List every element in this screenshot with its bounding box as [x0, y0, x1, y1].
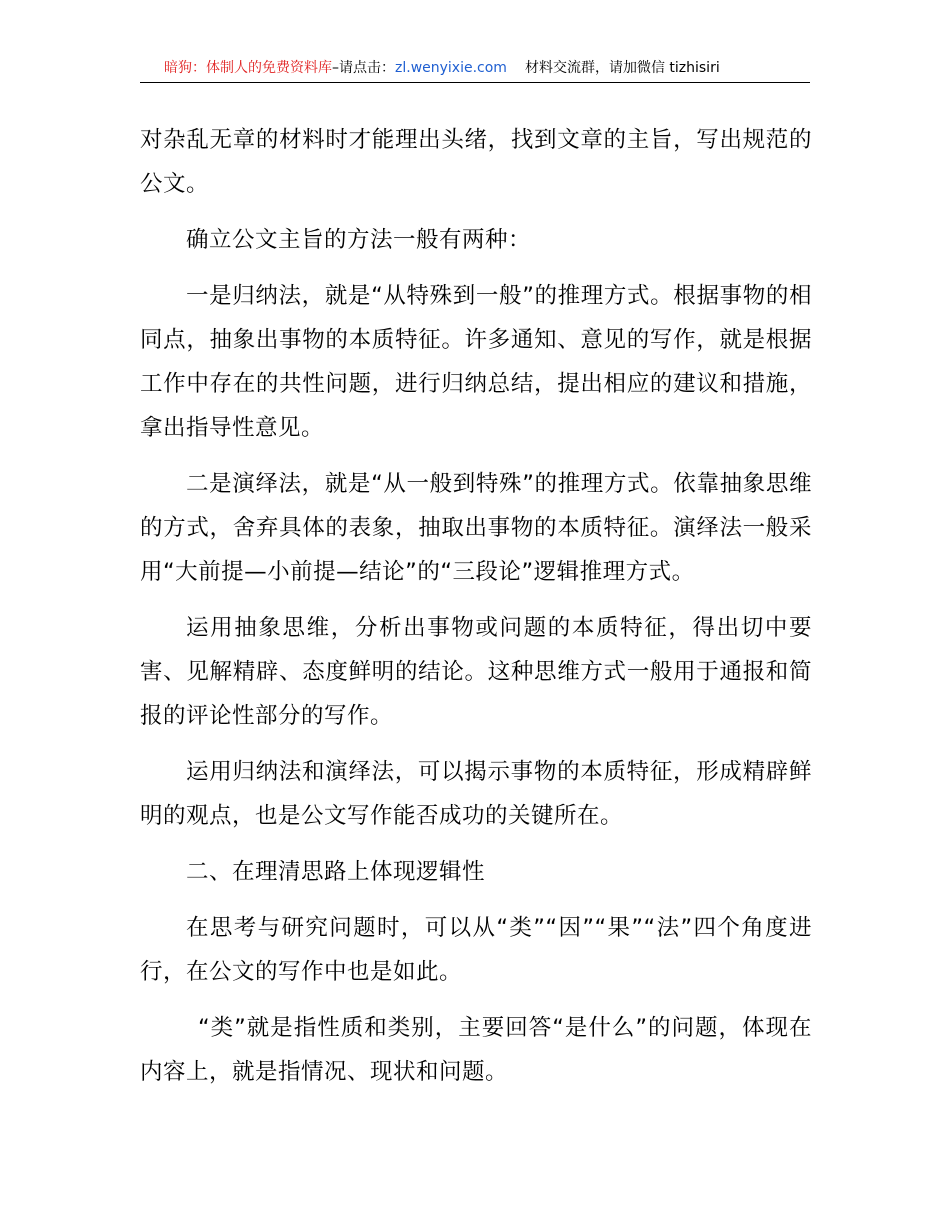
- paragraph-summary: 运用归纳法和演绎法，可以揭示事物的本质特征，形成精辟鲜明的观点，也是公文写作能否成功的关键所在。: [140, 759, 812, 829]
- paragraph-deduction: 二是演绎法，就是“从一般到特殊”的推理方式。依靠抽象思维的方式，舍弃具体的表象，抽取出事物的本质特征。演绎法一般采用“大前提—小前提—结论”的“三段论”逻辑推理方式。: [140, 471, 812, 585]
- paragraph-abstract-thinking: 运用抽象思维，分析出事物或问题的本质特征，得出切中要害、见解精辟、态度鲜明的结论。这种思维方式一般用于通报和简报的评论性部分的写作。: [140, 615, 812, 729]
- header-group-note: 材料交流群，请加微信 tizhisiri: [524, 60, 720, 76]
- page-header: [140, 58, 810, 83]
- header-url-link[interactable]: zl.wenyixie.com: [395, 60, 507, 76]
- paragraph-continuation: 对杂乱无章的材料时才能理出头绪，找到文章的主旨，写出规范的公文。: [140, 127, 812, 197]
- paragraph-four-angles: 在思考与研究问题时，可以从“类”“因”“果”“法”四个角度进行，在公文的写作中也是如此。: [140, 915, 812, 985]
- document-body: [140, 118, 812, 1106]
- header-click-prompt: –请点击：: [332, 60, 395, 76]
- header-site-name: 暗狗：体制人的免费资料库: [164, 60, 332, 76]
- paragraph-induction: 一是归纳法，就是“从特殊到一般”的推理方式。根据事物的相同点，抽象出事物的本质特征。许多通知、意见的写作，就是根据工作中存在的共性问题，进行归纳总结，提出相应的建议和措施，拿出指导性意见。: [140, 283, 812, 441]
- paragraph-category: “类”就是指性质和类别，主要回答“是什么”的问题，体现在内容上，就是指情况、现状和问题。: [140, 1015, 812, 1085]
- section-heading-logic: 二、在理清思路上体现逻辑性: [186, 859, 486, 885]
- paragraph-methods-intro: 确立公文主旨的方法一般有两种：: [186, 227, 532, 253]
- header-line: [164, 58, 720, 78]
